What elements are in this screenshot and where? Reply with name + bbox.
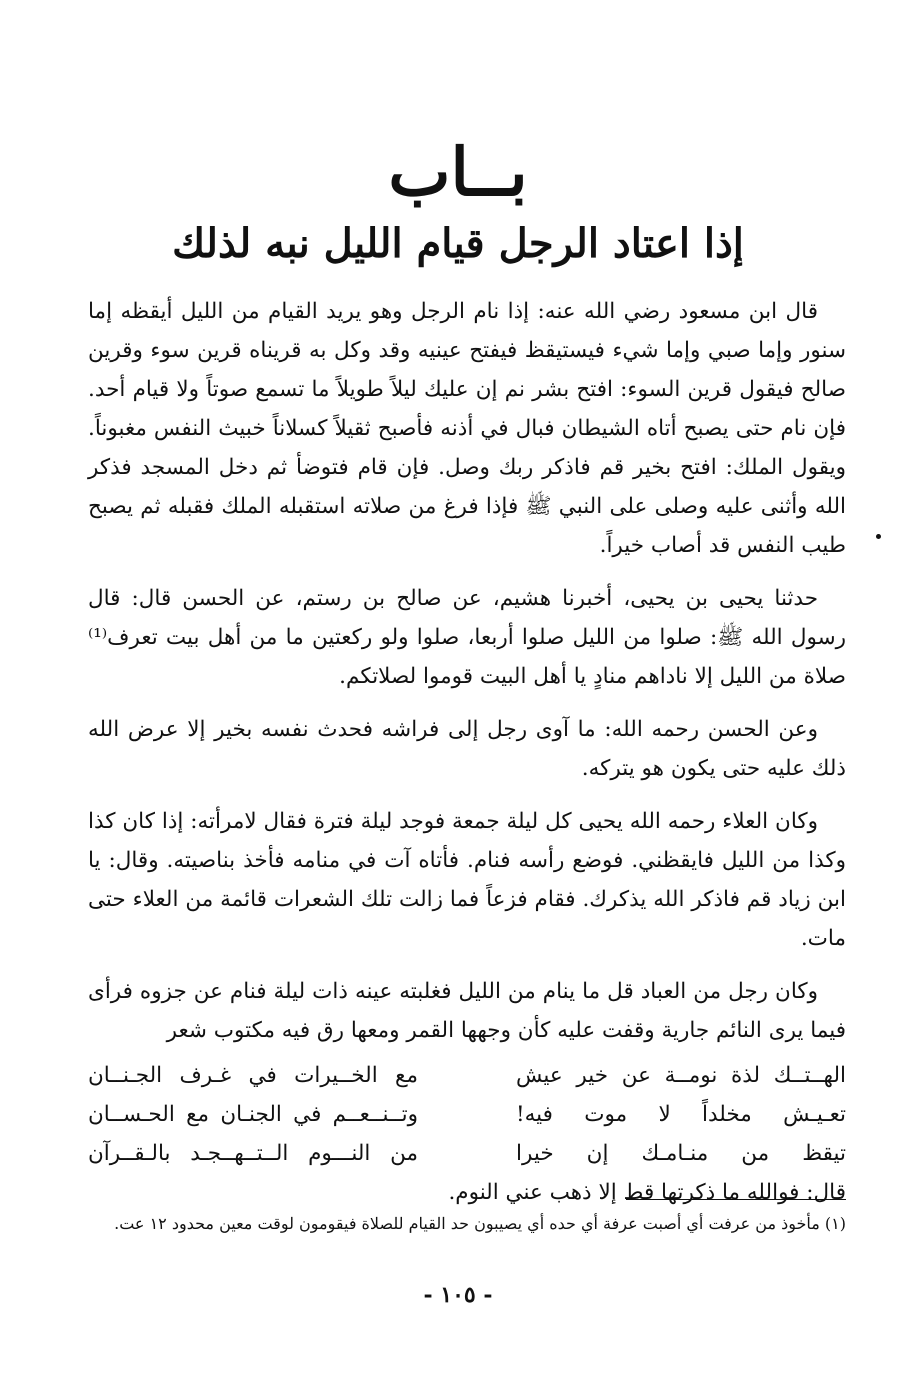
footnote: (١) مأخوذ من عرفت أي أصبت عرفة أي حده أي يصيبون حد القيام للصلاة فيقومون لوقت معين محدود ١٢ عت.	[114, 1214, 846, 1233]
chapter-heading: بــاب	[388, 133, 528, 211]
page-number: - ١٠٥ -	[423, 1282, 493, 1308]
poem-second-hemistich: من النـــوم الــتــهــجـد بالـقــرآن	[88, 1141, 418, 1166]
paragraph-hasan: وعن الحسن رحمه الله: ما آوى رجل إلى فراشه فحدث نفسه بخير إلا عرض الله ذلك عليه حتى يكون هو يتركه.	[88, 717, 846, 781]
closing-line: قال: فوالله ما ذكرتها قط إلا ذهب عني النوم.	[448, 1180, 846, 1205]
poem-verse	[88, 1095, 846, 1134]
poem-verse	[88, 1134, 846, 1173]
paragraph-alaa: وكان العلاء رحمه الله يحيى كل ليلة جمعة فوجد ليلة فترة فقال لامرأته: إذا كان كذا وكذا من الليل فايقظني. فوضع رأسه فنام. فأتاه آت في منامه فأخذ بناصيته. وقال: يا ابن زياد قم فاذكر الله يذكرك. فقام فزعاً فما زالت تلك الشعرات قائمة من العلاء حتى مات.	[88, 809, 846, 951]
poem	[88, 1056, 846, 1173]
body-text	[88, 292, 846, 1212]
poem-verse	[88, 1056, 846, 1095]
paragraph-ibn-masud: قال ابن مسعود رضي الله عنه: إذا نام الرجل وهو يريد القيام من الليل أيقظه إما سنور وإما صبي وإما شيء فيستيقظ فيفتح عينيه وقد وكل به قريناه قرين سوء وقرين صالح فيقول قرين السوء: افتح بشر نم إن عليك ليلاً طويلاً ما تسمع صوتاً ولا قيام أحد. فإن نام حتى يصبح أتاه الشيطان فبال في أذنه فأصبح ثقيلاً كسلاناً خبيث النفس مغبوناً. ويقول الملك: افتح بخير قم فاذكر ربك وصل. فإن قام فتوضأ ثم دخل المسجد فذكر الله وأثنى عليه وصلى على النبي ﷺ فإذا فرغ من صلاته استقبله الملك فقبله ثم يصبح طيب النفس قد أصاب خيراً.	[88, 299, 846, 558]
poem-first-hemistich: الهــتــك لذة نومــة عن خير عيش	[516, 1063, 846, 1088]
poem-first-hemistich: تيقظ من منـامـك إن خيرا	[516, 1141, 846, 1166]
margin-mark	[876, 534, 881, 539]
chapter-title: إذا اعتاد الرجل قيام الليل نبه لذلك	[172, 220, 744, 267]
footnote-divider	[626, 1199, 846, 1200]
poem-second-hemistich: مع الخــيرات في غـرف الجـنــان	[88, 1063, 418, 1088]
poem-first-hemistich: تعـيـش مخلداً لا موت فيه!	[516, 1102, 846, 1127]
paragraph-worshipper: وكان رجل من العباد قل ما ينام من الليل فغلبته عينه ذات ليلة فنام عن جزوه فرأى فيما يرى النائم جارية وقفت عليه كأن وجهها القمر ومعها رق فيه مكتوب شعر	[88, 979, 846, 1043]
poem-second-hemistich: وتــنــعــم في الجنـان مع الحـســان	[88, 1102, 418, 1127]
paragraph-hadith-yahya: حدثنا يحيى بن يحيى، أخبرنا هشيم، عن صالح بن رستم، عن الحسن قال: قال رسول الله ﷺ: صلوا من الليل صلوا أربعا، صلوا ولو ركعتين ما من أهل بيت تعرف⁽¹⁾ صلاة من الليل إلا ناداهم منادٍ يا أهل البيت قوموا لصلاتكم.	[88, 586, 846, 689]
